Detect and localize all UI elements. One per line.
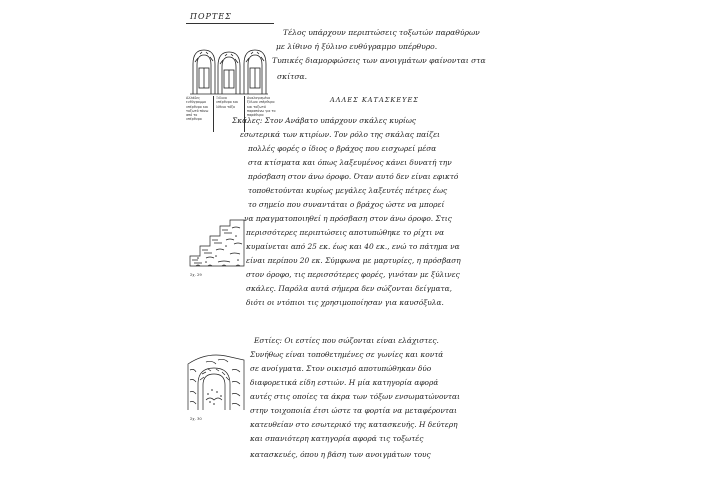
caption-divider bbox=[213, 96, 214, 132]
fireplace-line: στην τοιχοποιία έτσι ώστε τα φορτία να μεταφέρονται bbox=[250, 406, 457, 415]
fireplace-line: και σπανιότερη κατηγορία αφορά τις τοξωτές bbox=[250, 434, 424, 443]
fireplace-line: αυτές στις οποίες τα άκρα των τόξων ενσωματώνονται bbox=[250, 392, 460, 401]
window-sketch bbox=[188, 44, 270, 96]
section-title: ΑΛΛΕΣ ΚΑΤΑΣΚΕΥΕΣ bbox=[330, 96, 419, 104]
intro-line: Τυπικές διαμορφώσεις των ανοιγμάτων φαίνονται στα bbox=[272, 56, 486, 65]
fireplace-line: σε ανοίγματα. Στον οικισμό αποτυπώθηκαν δύο bbox=[250, 364, 432, 373]
stairs-line: σκάλες. Παρόλα αυτά σήμερα δεν σώζονται δείγματα, bbox=[246, 284, 453, 293]
intro-line: με λίθινο ή ξύλινο ευθύγραμμο υπέρθυρο. bbox=[276, 42, 438, 51]
figure-label: Σχ. 29 bbox=[190, 272, 202, 277]
stairs-line: εσωτερικά των κτιρίων. Τον ρόλο της σκάλας παίζει bbox=[240, 130, 440, 139]
stairs-line: τοποθετούνται κυρίως μεγάλες λαξευτές πέτρες έως bbox=[248, 186, 448, 195]
title-underline bbox=[186, 23, 274, 24]
fireplace-line: κατασκευές, όπου η βάση των ανοιγμάτων τους bbox=[250, 450, 431, 459]
stairs-line: περισσότερες περιπτώσεις αποτυπώθηκε το ρίχτι να bbox=[246, 228, 445, 237]
window-caption: Αναλογισμένο ξύλινο υπέρθυρο και τοξωτό παραπάνω για το παράθυρο bbox=[247, 96, 276, 118]
page-title: ΠΟΡΤΕΣ bbox=[190, 12, 232, 21]
fireplace-sketch bbox=[186, 350, 246, 412]
intro-line: σκίτσα. bbox=[277, 72, 308, 81]
stairs-line: Σκάλες: Στον Ανάβατο υπάρχουν σκάλες κυρίως bbox=[232, 116, 416, 125]
caption-divider bbox=[244, 96, 245, 132]
stairs-line: το σημείο που συναντάται ο βράχος ώστε να μπορεί bbox=[248, 200, 445, 209]
stairs-line: πρόσβαση στον άνω όροφο. Όταν αυτό δεν είναι εφικτό bbox=[248, 172, 459, 181]
fireplace-line: Συνήθως είναι τοποθετημένες σε γωνίες και κοντά bbox=[250, 350, 444, 359]
stairs-line: κυμαίνεται από 25 εκ. έως και 40 εκ., ενώ το πάτημα να bbox=[246, 242, 460, 251]
stairs-line: πολλές φορές ο ίδιος ο βράχος που εισχωρεί μέσα bbox=[248, 144, 437, 153]
stairs-line: διότι οι ντόπιοι τις χρησιμοποίησαν για καυσόξυλα. bbox=[246, 298, 444, 307]
stairs-line: είναι περίπου 20 εκ. Σύμφωνα με μαρτυρίες, η πρόσβαση bbox=[246, 256, 461, 265]
fireplace-line: Εστίες: Οι εστίες που σώζονται είναι ελάχιστες. bbox=[254, 336, 439, 345]
window-caption: Ξύλινο υπέρθυρο και λίθινο τόξο bbox=[216, 96, 239, 109]
intro-line: Τέλος υπάρχουν περιπτώσεις τοξωτών παραθύρων bbox=[283, 28, 480, 37]
stairs-line: στον όροφο, τις περισσότερες φορές, γινόταν με ξύλινες bbox=[246, 270, 460, 279]
stairs-sketch bbox=[186, 216, 248, 270]
window-caption: Αλλάδες ευθύγραμμο υπέρθυρο και τοξωτό πάνω από το υπέρθυρο bbox=[186, 96, 209, 122]
stairs-line: να πραγματοποιηθεί η πρόσβαση στον άνω όροφο. Στις bbox=[244, 214, 452, 223]
fireplace-line: διαφορετικά είδη εστιών. Η μία κατηγορία αφορά bbox=[250, 378, 439, 387]
fireplace-line: κατευθείαν στο εσωτερικό της κατασκευής. Η δεύτερη bbox=[250, 420, 458, 429]
stairs-line: στα κτίσματα και όπως λαξευμένος κάνει δυνατή την bbox=[248, 158, 452, 167]
figure-label: Σχ. 30 bbox=[190, 416, 202, 421]
